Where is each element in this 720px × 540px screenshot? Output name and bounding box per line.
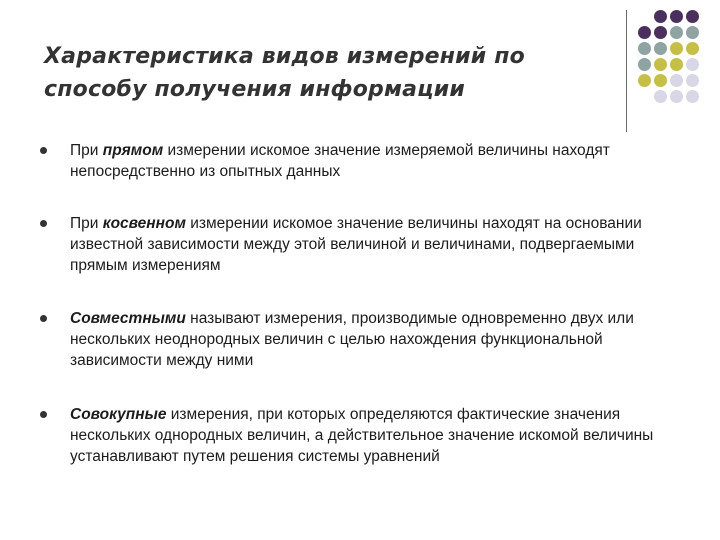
decorative-dot [670,74,683,87]
decorative-dot [670,26,683,39]
item-keyword: Совместными [70,310,186,327]
item-keyword: косвенном [102,215,186,232]
divider-line [626,10,627,132]
bullet-icon [40,220,47,227]
item-text: измерении искомое значение величины находят на основании известной зависимости между этой величиной и величинами, подвергаемыми прямым измерениям [70,215,642,274]
item-keyword: прямом [102,142,164,159]
decorative-dot [654,26,667,39]
decorative-dot [686,74,699,87]
item-keyword: Совокупные [70,406,167,423]
page-title: Характеристика видов измерений по способу получения информации [44,44,525,102]
decorative-dot [686,58,699,71]
decorative-dot [654,58,667,71]
decorative-dot [654,90,667,103]
decorative-dot [686,10,699,23]
decorative-dot [638,58,651,71]
decorative-dot [686,90,699,103]
item-prefix: При [70,142,103,159]
item-text: измерения, при которых определяются фактические значения нескольких однородных величин, а действительное значение искомой величины устанавливают путем решения системы уравнений [70,406,654,465]
bullet-icon [40,411,47,418]
decorative-dot [654,74,667,87]
decorative-dot [638,74,651,87]
bullet-icon [40,315,47,322]
item-text: измерении искомое значение измеряемой величины находят непосредственно из опытных данных [70,142,610,180]
item-prefix: При [70,215,103,232]
decorative-dot [686,26,699,39]
list-item-indirect [40,213,680,276]
decorative-dot [670,58,683,71]
decorative-dot [670,10,683,23]
decorative-dot [638,90,651,103]
decorative-dot [638,26,651,39]
decorative-dot [686,42,699,55]
item-text: называют измерения, производимые одновременно двух или нескольких неоднородных величин с целью нахождения функциональной зависимости между ними [70,310,634,369]
decorative-dot [654,42,667,55]
decorative-dot-grid [638,10,699,103]
decorative-dot [670,90,683,103]
decorative-dot [654,10,667,23]
list-item-joint [40,308,680,371]
decorative-dot [638,42,651,55]
list-item-aggregate [40,404,680,467]
decorative-dot [670,42,683,55]
decorative-dot [638,10,651,23]
list-item-direct [40,140,680,182]
bullet-icon [40,147,47,154]
